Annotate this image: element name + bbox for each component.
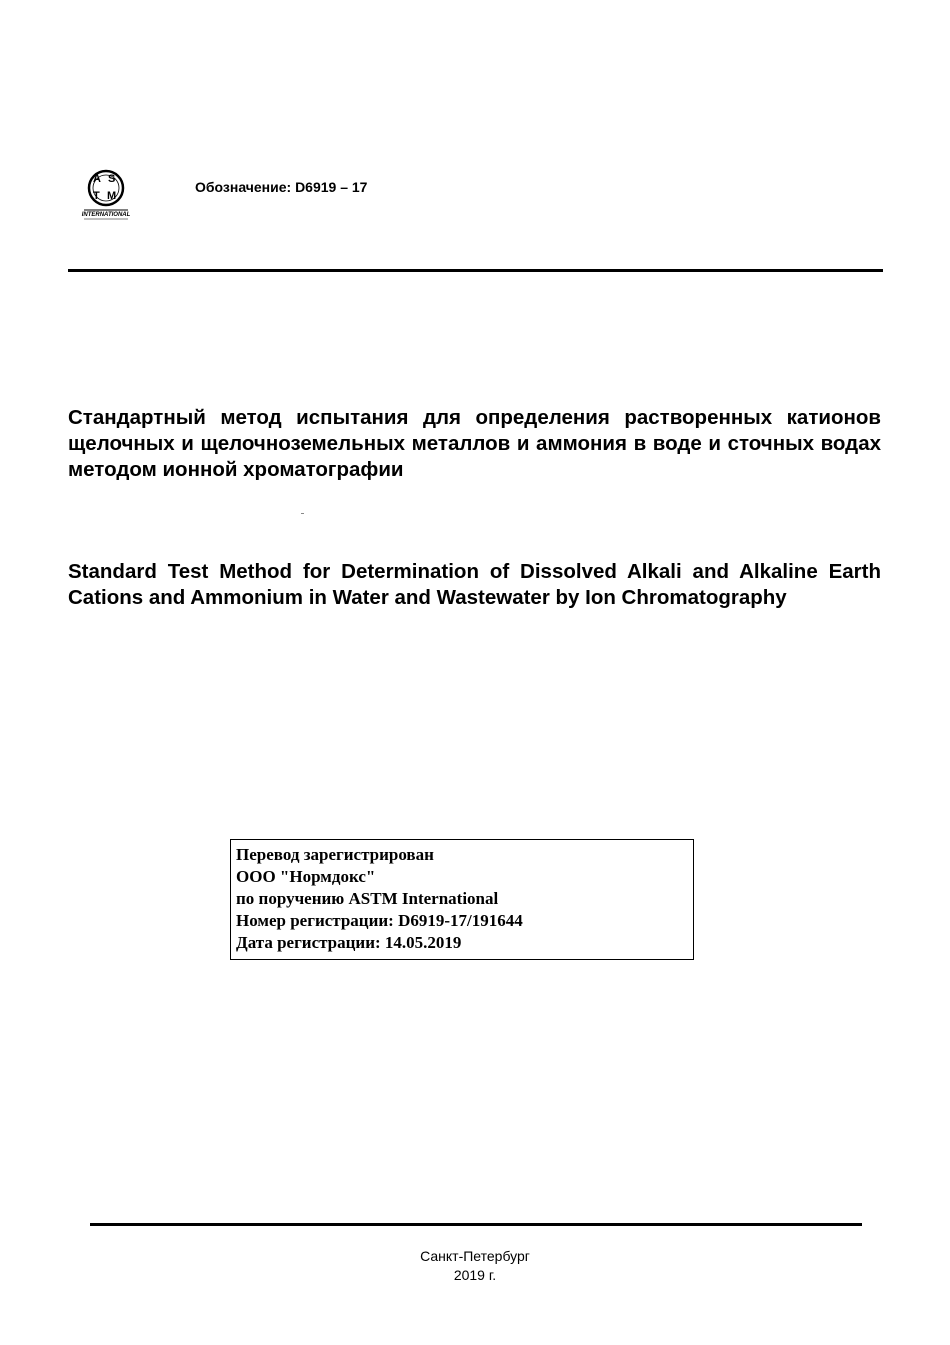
svg-text:T: T xyxy=(93,190,100,202)
title-russian: Стандартный метод испытания для определения растворенных катионов щелочных и щелочноземельных металлов и аммония в воде и сточных водах методом ионной хроматографии xyxy=(68,406,881,481)
svg-text:S: S xyxy=(108,173,116,185)
registration-line: по поручению ASTM International xyxy=(236,889,499,908)
registration-box xyxy=(230,839,694,960)
astm-logo-icon xyxy=(80,166,132,222)
svg-text:INTERNATIONAL: INTERNATIONAL xyxy=(81,212,131,218)
registration-line: Перевод зарегистрирован xyxy=(236,845,434,864)
registration-number: Номер регистрации: D6919-17/191644 xyxy=(236,911,523,930)
footer-divider xyxy=(90,1223,862,1226)
scan-artifact xyxy=(301,513,304,514)
astm-logo xyxy=(80,166,132,222)
svg-text:A: A xyxy=(93,173,101,185)
registration-line: ООО "Нормдокс" xyxy=(236,867,376,886)
title-english: Standard Test Method for Determination of Dissolved Alkali and Alkaline Earth Cations and Ammonium in Water and Wastewater by Ion Chromatography xyxy=(68,560,881,609)
svg-text:M: M xyxy=(107,190,117,202)
registration-date: Дата регистрации: 14.05.2019 xyxy=(236,933,462,952)
footer-year: 2019 г. xyxy=(453,1267,497,1283)
footer-city: Санкт-Петербург xyxy=(420,1248,530,1264)
header-divider xyxy=(68,269,883,272)
document-designation: Обозначение: D6919 – 17 xyxy=(195,179,368,195)
